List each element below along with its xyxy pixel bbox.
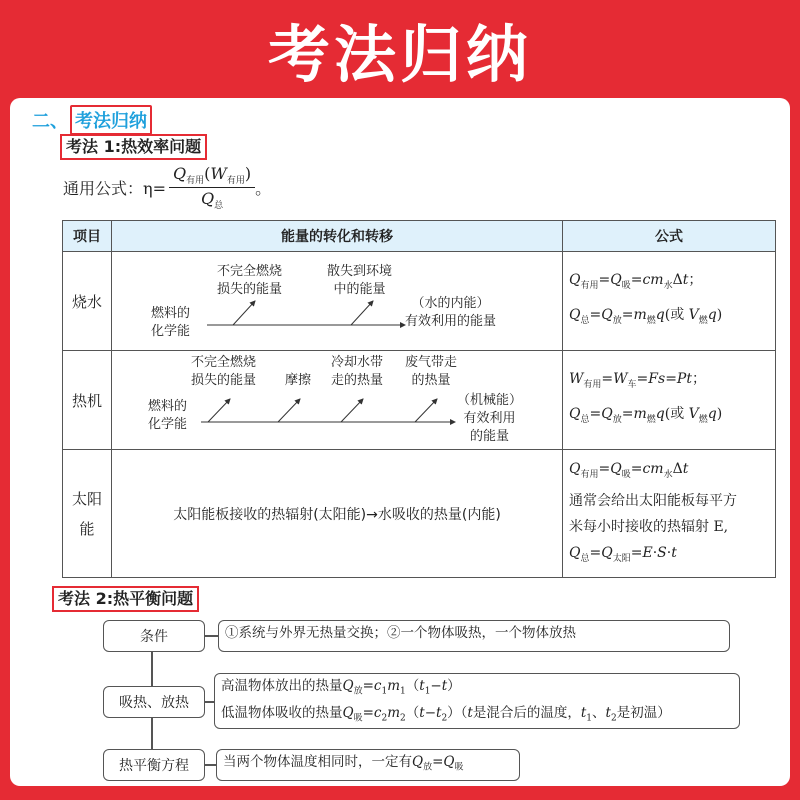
source-label: 燃料的 化学能 xyxy=(151,306,191,339)
formula-line: $Q_{有用}=Q_吸=cm_水\Delta t$ xyxy=(569,460,689,480)
table-row xyxy=(63,450,776,578)
row-item: 热机 xyxy=(63,351,112,450)
loss-label: 废气带走 的热量 xyxy=(405,355,458,388)
efficiency-fraction xyxy=(169,164,255,211)
loss-label: 不完全燃烧 损失的能量 xyxy=(191,355,257,388)
header-formula: 公式 xyxy=(563,221,776,252)
header-transfer: 能量的转化和转移 xyxy=(112,221,563,252)
target-label: （水的内能） 有效利用的能量 xyxy=(405,296,497,329)
loss-label: 摩擦 xyxy=(285,373,312,388)
flow-link xyxy=(204,701,214,703)
row-formulas xyxy=(563,450,776,578)
row-diagram xyxy=(112,351,563,450)
row-item: 烧水 xyxy=(63,252,112,351)
flow-link xyxy=(204,764,216,766)
flow-node-equation: 热平衡方程 xyxy=(103,749,205,781)
header-item: 项目 xyxy=(63,221,112,252)
loss-label: 散失到环境 中的能量 xyxy=(327,264,393,297)
row-formulas xyxy=(563,351,776,450)
flow-connector xyxy=(151,651,153,687)
section-prefix: 二、 xyxy=(32,111,68,132)
formula-label: 通用公式：η= xyxy=(63,179,166,199)
flow-desc-condition: ①系统与外界无热量交换；②一个物体吸热，一个物体放热 xyxy=(218,620,730,652)
fraction-denominator: $Q_总$ xyxy=(200,189,224,212)
topic1-title: 考法 1:热效率问题 xyxy=(60,134,207,160)
flow-link xyxy=(204,635,218,637)
general-formula xyxy=(63,164,271,211)
energy-table xyxy=(62,220,776,578)
row-diagram xyxy=(112,252,563,351)
section-heading xyxy=(32,105,152,135)
bottom-bar xyxy=(0,786,800,800)
banner xyxy=(0,0,800,98)
table-row xyxy=(63,252,776,351)
formula-line: $Q_总=Q_放=m_燃q$(或 $V_燃q$) xyxy=(569,406,723,425)
formula-line: $W_{有用}=W_车=Fs=Pt$； xyxy=(569,371,706,390)
flow-node-condition: 条件 xyxy=(103,620,205,652)
content-card xyxy=(10,98,790,786)
topic2-title: 考法 2:热平衡问题 xyxy=(52,586,199,612)
flow-desc-heat-exchange xyxy=(214,673,740,729)
row-item: 太阳能 xyxy=(63,450,112,578)
row-formulas xyxy=(563,252,776,351)
formula-line: 通常会给出太阳能板每平方 xyxy=(569,492,737,509)
formula-line: $Q_总=Q_放=m_燃q$(或 $V_燃q$) xyxy=(569,307,723,326)
section-title: 考法归纳 xyxy=(70,105,152,135)
boiling-diagram xyxy=(113,253,561,349)
flow-connector xyxy=(151,714,153,750)
loss-label: 不完全燃烧 损失的能量 xyxy=(217,264,283,297)
fraction-numerator: $Q_{有用}(W_{有用})$ xyxy=(169,164,255,188)
formula-line: $Q_总=Q_{太阳}=E\cdot S\cdot t$ xyxy=(569,544,677,564)
desc-line: 高温物体放出的热量$Q_放=c_1m_1(t_1-t)$ xyxy=(221,678,461,697)
formula-line: $Q_{有用}=Q_吸=cm_水\Delta t$； xyxy=(569,272,703,291)
flow-node-heat-exchange: 吸热、放热 xyxy=(103,686,205,718)
target-label: （机械能） 有效利用 的能量 xyxy=(457,393,523,444)
desc-line: 低温物体吸收的热量$Q_吸=c_2m_2(t-t_2)(t$是混合后的温度，$t_1$、$t_2$是初温） xyxy=(221,704,671,724)
banner-title: 考法归纳 xyxy=(267,17,532,91)
formula-line: 米每小时接收的热辐射 E, xyxy=(569,518,729,535)
table-row xyxy=(63,351,776,450)
table-header-row xyxy=(63,221,776,252)
formula-end: 。 xyxy=(255,179,272,199)
source-label: 燃料的 化学能 xyxy=(148,399,188,432)
flow-desc-equation: 当两个物体温度相同时，一定有$Q_放=Q_吸$ xyxy=(216,749,520,781)
loss-label: 冷却水带 走的热量 xyxy=(331,355,384,388)
solar-diagram-text: 太阳能板接收的热辐射(太阳能)→水吸收的热量(内能) xyxy=(112,450,563,578)
engine-diagram xyxy=(113,352,561,448)
